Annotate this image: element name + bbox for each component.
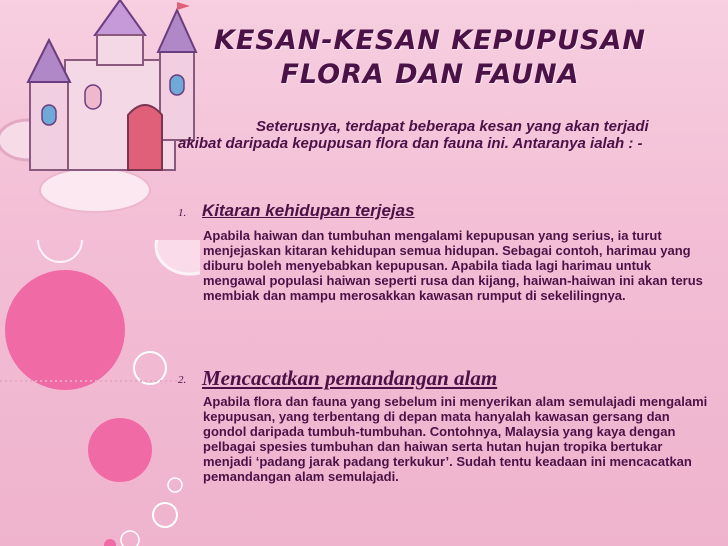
- pink-circles-decoration: [0, 240, 200, 546]
- intro-text: Seterusnya, terdapat beberapa kesan yang akan terjadi akibat daripada kepupusan flora dan fauna ini. Antaranya ialah : -: [178, 118, 649, 152]
- item-1-heading: Kitaran kehidupan terjejas: [202, 201, 415, 220]
- item-1-text: Apabila haiwan dan tumbuhan mengalami kepupusan yang serius, ia turut menjejaskan kitaran kehidupan semua hidupan. Sebagai contoh, harimau yang diburu boleh menyebabkan kepupusan. Apabila tiada lagi harimau untuk mengawal populasi haiwan seperti rusa dan kijang, haiwan-haiwan ini akan terus membiak dan mampu merosakkan kawasan rumput di sekelilingnya.: [203, 228, 703, 303]
- intro-paragraph: [178, 118, 678, 152]
- title-line-2: FLORA DAN FAUNA: [280, 59, 580, 90]
- dotted-divider: [0, 378, 180, 384]
- item-2-text: Apabila flora dan fauna yang sebelum ini menyerikan alam semulajadi mengalami kepupusan, yang terbentang di depan mata hanyalah kawasan gersang dan gondol daripada tumbuh-tumbuhan. Contohnya, Malaysia yang kaya dengan pelbagai spesies tumbuhan dan haiwan serta hutan hujan tropika bertukar menjadi ‘padang jarak padang terkukur’. Sudah tentu keadaan ini mencacatkan pemandangan alam semulajadi.: [203, 394, 708, 484]
- slide-title: [190, 24, 670, 92]
- item-2-heading: Mencacatkan pemandangan alam: [202, 366, 498, 390]
- item-2-number: 2.: [178, 374, 187, 386]
- title-line-1: KESAN-KESAN KEPUPUSAN: [214, 25, 646, 56]
- item-1-number: 1.: [178, 207, 187, 219]
- castle-illustration: [0, 0, 210, 215]
